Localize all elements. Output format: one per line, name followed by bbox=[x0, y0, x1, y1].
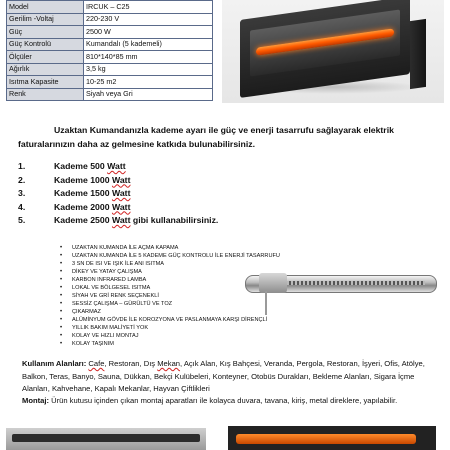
heater-reflector bbox=[250, 9, 400, 76]
power-level-unit: Watt bbox=[111, 174, 131, 185]
spec-key: Ölçüler bbox=[7, 51, 84, 64]
heater-endcap bbox=[410, 19, 426, 89]
spec-key: Model bbox=[7, 1, 84, 14]
feature-item: • KARBON INFRARED LAMBA bbox=[60, 276, 340, 284]
heater-lamp bbox=[256, 28, 394, 55]
bottom-photo-right bbox=[228, 426, 436, 450]
feature-item: • KOLAY TAŞINIM bbox=[60, 340, 340, 348]
power-level-number: 2. bbox=[18, 174, 26, 185]
spec-key: Gerilim -Voltaj bbox=[7, 13, 84, 26]
spec-value: IRCUK – C25 bbox=[84, 1, 213, 14]
intro-paragraph: Uzaktan Kumandanızla kademe ayarı ile güç ve enerji tasarrufu sağlayarak elektrik faturalarınızın daha az gelmesine katkıda bulunabilirsiniz. bbox=[18, 125, 394, 149]
product-photo-heater bbox=[222, 0, 444, 103]
spec-value: 220-230 V bbox=[84, 13, 213, 26]
power-level-item bbox=[18, 174, 218, 188]
spec-row bbox=[7, 1, 213, 14]
spec-value: 2500 W bbox=[84, 26, 213, 39]
power-level-text: Kademe 2500 bbox=[54, 215, 112, 225]
power-level-number: 4. bbox=[18, 201, 26, 212]
feature-item: • SİYAH VE GRİ RENK SEÇENEKLİ bbox=[60, 292, 340, 300]
power-level-item bbox=[18, 214, 218, 228]
mounting-label: Montaj: bbox=[22, 396, 49, 405]
feature-item: • ALÜMİNYUM GÖVDE İLE KOROZYONA VE PASLANMAYA KARŞI DİRENÇLİ bbox=[60, 316, 340, 324]
power-level-unit: Watt bbox=[111, 188, 131, 198]
feature-item: • UZAKTAN KUMANDA İLE AÇMA KAPAMA bbox=[60, 244, 340, 252]
feature-item: • ÇIKARMAZ bbox=[60, 308, 340, 316]
spec-key: Isıtma Kapasite bbox=[7, 76, 84, 89]
usage-text-c: , Açık Alan, Kış Bahçesi, Veranda, Pergola, Restoran, İşyeri, Ofis, Atölye, Balkon, Teras, Banyo, Sauna, Dükkan, Bekçi Kulübeleri, Konteyner, Otobüs Durakları, Bekleme Alanları, Sigara İçme Alanları, Kahvehane, Kapalı Mekanlar, Hayvan Çiftlikleri bbox=[22, 359, 425, 393]
power-level-item bbox=[18, 201, 218, 215]
spec-value: Kumandalı (5 kademeli) bbox=[84, 38, 213, 51]
spec-row bbox=[7, 51, 213, 64]
feature-item: • KOLAY VE HIZLI MONTAJ bbox=[60, 332, 340, 340]
power-level-number: 5. bbox=[18, 215, 26, 225]
feature-item: • UZAKTAN KUMANDA İLE 5 KADEME GÜÇ KONTROLU İLE ENERJİ TASARRUFU bbox=[60, 252, 340, 260]
feature-list bbox=[60, 244, 340, 348]
power-level-unit: Watt bbox=[111, 201, 131, 212]
usage-label: Kullanım Alanları: bbox=[22, 359, 87, 368]
spec-row bbox=[7, 13, 213, 26]
spec-row bbox=[7, 76, 213, 89]
spec-key: Güç bbox=[7, 26, 84, 39]
power-level-number: 3. bbox=[18, 188, 26, 198]
spec-key: Renk bbox=[7, 88, 84, 101]
mounting-text: Ürün kutusu içinden çıkan montaj aparatları ile kolayca duvara, tavana, kiriş, metal direklere, yapılabilir. bbox=[49, 396, 398, 405]
power-level-item bbox=[18, 160, 218, 174]
bottom-right-heater bbox=[236, 434, 416, 444]
power-level-text: Kademe 500 bbox=[54, 161, 108, 171]
spec-row bbox=[7, 63, 213, 76]
power-level-list bbox=[18, 160, 218, 228]
spec-value: 10-25 m2 bbox=[84, 76, 213, 89]
usage-text-b: , Restoran, Dış bbox=[104, 359, 158, 368]
feature-item: • YILLIK BAKIM MALİYETİ YOK bbox=[60, 324, 340, 332]
feature-item: • LOKAL VE BÖLGESEL ISITMA bbox=[60, 284, 340, 292]
spec-key: Ağırlık bbox=[7, 63, 84, 76]
usage-mekan: Mekan bbox=[157, 359, 181, 368]
power-level-text: Kademe 2000 bbox=[54, 201, 112, 212]
power-level-item bbox=[18, 187, 218, 201]
power-level-suffix: gibi kullanabilirsiniz. bbox=[130, 215, 219, 225]
spec-table bbox=[6, 0, 213, 101]
spec-key: Güç Kontrolü bbox=[7, 38, 84, 51]
spec-value: 3,5 kg bbox=[84, 63, 213, 76]
power-level-text: Kademe 1500 bbox=[54, 188, 112, 198]
feature-item: • 3 SN DE ISI VE IŞIK İLE ANI ISITMA bbox=[60, 260, 340, 268]
power-level-text: Kademe 1000 bbox=[54, 174, 112, 185]
feature-item: • SESSİZ ÇALIŞMA – GÜRÜLTÜ VE TOZ bbox=[60, 300, 340, 308]
bottom-left-heater bbox=[12, 434, 200, 442]
mounting-info bbox=[22, 396, 442, 406]
spec-row bbox=[7, 38, 213, 51]
usage-areas bbox=[22, 358, 442, 396]
spec-value: Siyah veya Gri bbox=[84, 88, 213, 101]
power-level-unit: Watt bbox=[111, 215, 131, 225]
power-level-number: 1. bbox=[18, 161, 26, 171]
power-level-unit: Watt bbox=[107, 161, 126, 171]
usage-cafe: Cafe bbox=[88, 359, 105, 368]
spec-value: 810*140*85 mm bbox=[84, 51, 213, 64]
bottom-photo-left bbox=[6, 428, 206, 450]
feature-item: • DİKEY VE YATAY ÇALIŞMA bbox=[60, 268, 340, 276]
spec-row bbox=[7, 26, 213, 39]
spec-row bbox=[7, 88, 213, 101]
